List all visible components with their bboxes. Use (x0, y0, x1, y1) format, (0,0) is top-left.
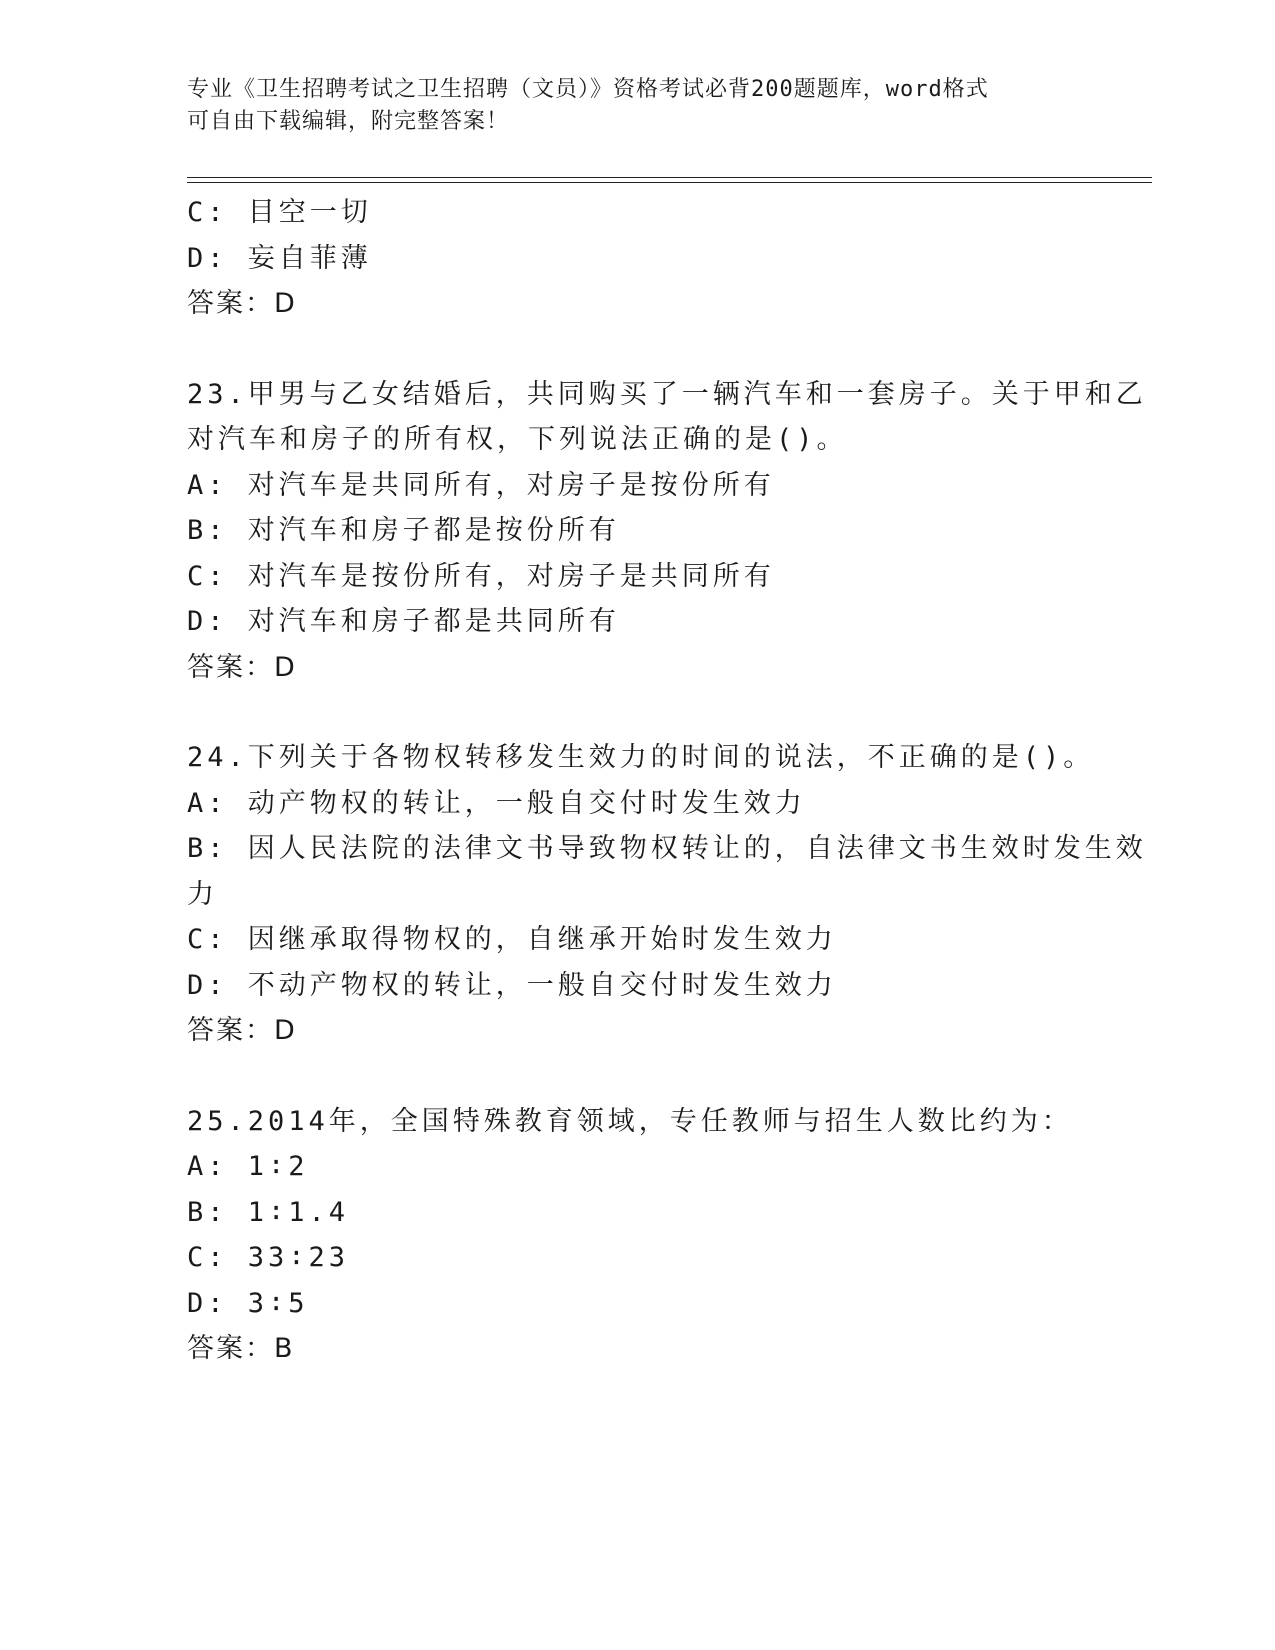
question-stem: 24.下列关于各物权转移发生效力的时间的说法，不正确的是()。 (187, 742, 1095, 773)
document-header (187, 74, 1067, 138)
header-rule-bottom (187, 182, 1152, 183)
document-body (187, 190, 1147, 1372)
option-b: B: 对汽车和房子都是按份所有 (187, 515, 620, 546)
option-d: D: 妄自菲薄 (187, 242, 372, 274)
option-b: B: 因人民法院的法律文书导致物权转让的，自法律文书生效时发生效 (187, 833, 1147, 864)
option-a: A: 1∶2 (187, 1151, 309, 1182)
option-d: D: 对汽车和房子都是共同所有 (187, 606, 620, 637)
option-d: D: 不动产物权的转让，一般自交付时发生效力 (187, 969, 837, 1001)
option-d: D: 3∶5 (187, 1287, 309, 1319)
question-stem: 25.2014年，全国特殊教育领域，专任教师与招生人数比约为： (187, 1105, 1073, 1137)
option-c: C: 33∶23 (187, 1242, 350, 1273)
question-22-tail (187, 190, 1087, 327)
question-stem: 23.甲男与乙女结婚后，共同购买了一辆汽车和一套房子。关于甲和乙 (187, 378, 1147, 410)
question-24 (187, 735, 1147, 1054)
option-a: A: 动产物权的转让，一般自交付时发生效力 (187, 787, 806, 819)
option-b-continuation: 力 (187, 878, 218, 910)
answer-line: 答案：D (187, 1015, 297, 1046)
answer-line: 答案：D (187, 651, 297, 683)
option-c: C: 目空一切 (187, 197, 372, 228)
answer-line: 答案：B (187, 1333, 295, 1364)
header-line-1: 专业《卫生招聘考试之卫生招聘（文员）》资格考试必背200题题库，word格式 (187, 77, 989, 102)
question-23 (187, 372, 1147, 691)
question-25 (187, 1099, 1087, 1372)
option-c: C: 对汽车是按份所有，对房子是共同所有 (187, 560, 775, 592)
option-c: C: 因继承取得物权的，自继承开始时发生效力 (187, 924, 837, 955)
option-a: A: 对汽车是共同所有，对房子是按份所有 (187, 469, 775, 501)
option-b: B: 1∶1.4 (187, 1196, 350, 1228)
answer-line: 答案：D (187, 288, 297, 319)
header-rule-top (187, 177, 1152, 178)
header-line-2: 可自由下载编辑，附完整答案！ (187, 109, 510, 134)
question-stem: 对汽车和房子的所有权，下列说法正确的是()。 (187, 424, 848, 455)
